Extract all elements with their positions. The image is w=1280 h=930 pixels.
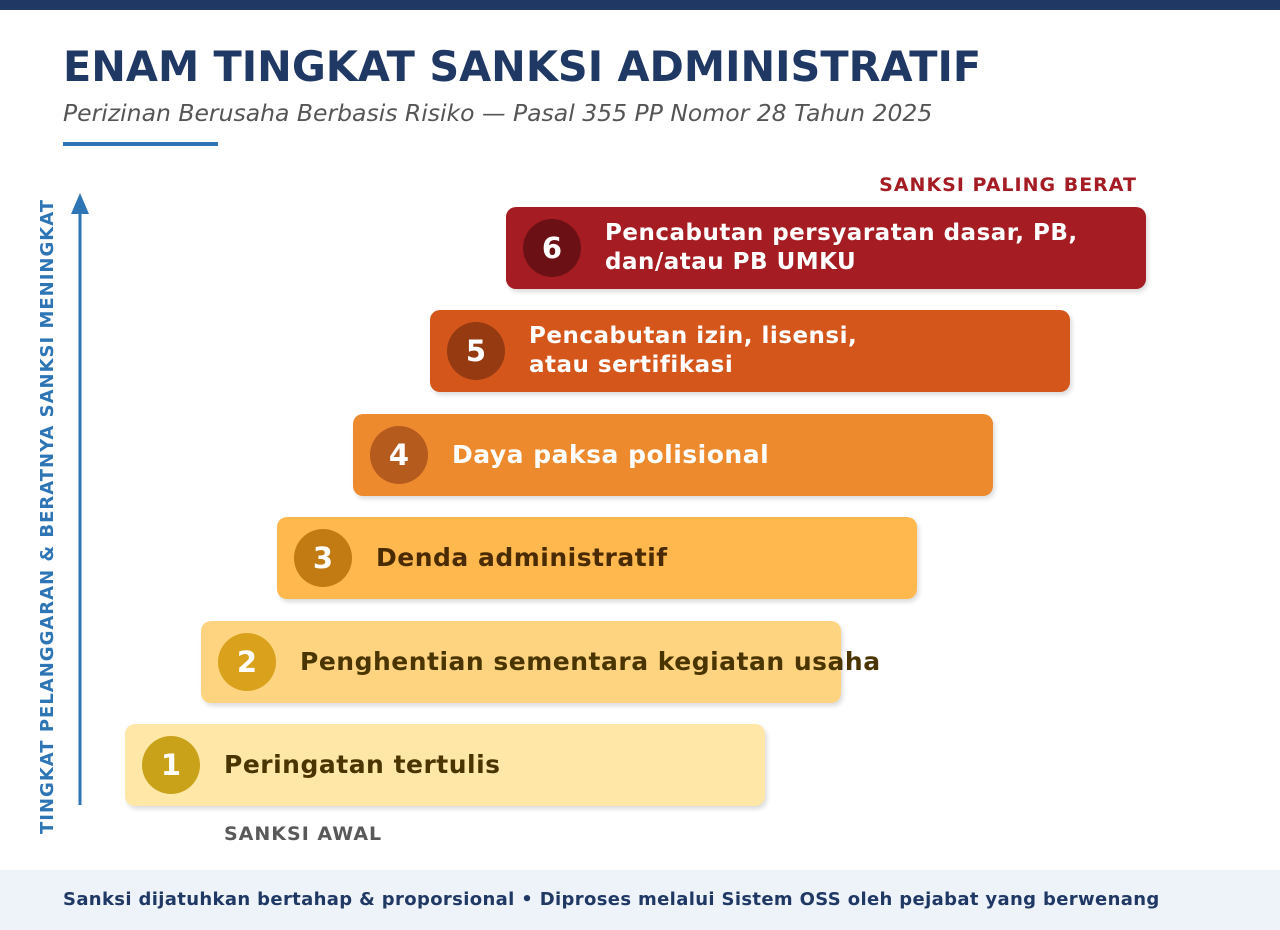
step-number-badge: [523, 219, 581, 277]
step-label: [300, 621, 881, 703]
axis-label: TINGKAT PELANGGARAN & BERATNYA SANKSI MENINGKAT: [37, 198, 58, 835]
step-label-line: Denda administratif: [376, 543, 668, 572]
step-3: [277, 517, 917, 599]
title-underline: [63, 142, 218, 146]
step-label-line: Daya paksa polisional: [452, 440, 770, 469]
step-label: [605, 207, 1078, 289]
label-most-severe: SANKSI PALING BERAT: [879, 174, 1137, 196]
step-number-badge: [218, 633, 276, 691]
step-label-line: atau sertifikasi: [529, 352, 734, 378]
step-number: 1: [160, 747, 182, 782]
step-label-line: Peringatan tertulis: [224, 750, 501, 779]
step-number: 4: [388, 437, 410, 472]
footer-band: [0, 870, 1280, 930]
step-number: 6: [541, 230, 563, 265]
top-accent-bar: [0, 0, 1280, 10]
step-label-line: Pencabutan izin, lisensi,: [529, 323, 858, 349]
step-label: [452, 414, 769, 496]
step-number: 3: [312, 540, 334, 575]
label-initial: SANKSI AWAL: [224, 823, 383, 845]
step-number-badge: [142, 736, 200, 794]
step-2: [201, 621, 881, 703]
step-number: 2: [236, 644, 258, 679]
page-subtitle: Perizinan Berusaha Berbasis Risiko — Pasal 355 PP Nomor 28 Tahun 2025: [63, 99, 933, 127]
step-label: [529, 310, 857, 392]
step-number: 5: [465, 333, 487, 368]
step-label-line: Penghentian sementara kegiatan usaha: [300, 647, 881, 676]
step-label-line: dan/atau PB UMKU: [605, 249, 857, 275]
step-number-badge: [370, 426, 428, 484]
page-title: ENAM TINGKAT SANKSI ADMINISTRATIF: [63, 43, 982, 91]
step-label: [224, 724, 501, 806]
severity-axis-arrow: [60, 185, 100, 815]
step-number-badge: [447, 322, 505, 380]
axis-arrowhead-icon: [71, 193, 89, 214]
step-4: [353, 414, 993, 496]
step-5: [430, 310, 1070, 392]
step-6: [506, 207, 1146, 289]
step-label: [376, 517, 668, 599]
step-number-badge: [294, 529, 352, 587]
footer-note: Sanksi dijatuhkan bertahap & proporsional • Diproses melalui Sistem OSS oleh pejabat yang berwenang: [63, 889, 1160, 910]
step-1: [125, 724, 765, 806]
step-label-line: Pencabutan persyaratan dasar, PB,: [605, 220, 1078, 246]
